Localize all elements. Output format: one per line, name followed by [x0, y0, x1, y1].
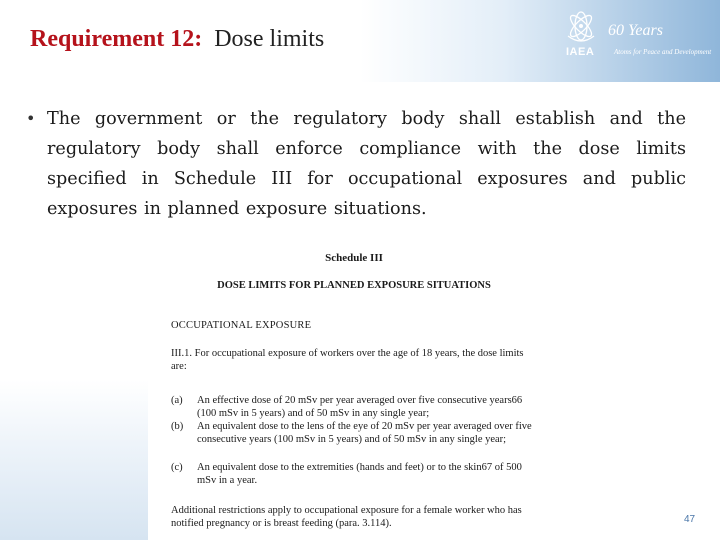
requirement-label: Requirement 12:	[30, 26, 203, 52]
iaea-60-years-logo	[558, 8, 718, 70]
item-label: (a)	[171, 395, 183, 406]
schedule-heading: DOSE LIMITS FOR PLANNED EXPOSURE SITUATIONS	[217, 280, 491, 291]
item-label: (b)	[171, 421, 184, 432]
bullet-text: The government or the regulatory body shall establish and the regulatory body shall enforce compliance with the dose limits specified in Schedule III for occupational exposures and public exposures in planned exposure situations.	[47, 109, 686, 219]
schedule-intro: III.1. For occupational exposure of workers over the age of 18 years, the dose limits are:	[171, 348, 524, 372]
additional-restrictions: Additional restrictions apply to occupational exposure for a female worker who has notified pregnancy or is breast feeding (para. 3.114).	[171, 505, 522, 529]
decorative-gradient	[0, 380, 160, 540]
bullet-point	[26, 104, 686, 224]
bullet-icon: •	[26, 109, 36, 128]
schedule-iii-excerpt	[148, 243, 680, 540]
slide-title	[30, 26, 324, 53]
logo-tagline: Atoms for Peace and Development	[614, 48, 712, 56]
iaea-wordmark: IAEA	[566, 46, 595, 58]
page-number: 47	[684, 514, 696, 525]
requirement-subject: Dose limits	[214, 26, 325, 52]
item-label: (c)	[171, 462, 183, 473]
item-text: An equivalent dose to the lens of the eye of 20 mSv per year averaged over five consecutive years (100 mSv in 5 years) and of 50 mSv in any single year;	[197, 421, 532, 445]
schedule-title: Schedule III	[325, 252, 383, 264]
section-heading: OCCUPATIONAL EXPOSURE	[171, 320, 312, 331]
header-band	[0, 0, 720, 82]
iaea-emblem-icon	[564, 10, 598, 46]
item-text: An equivalent dose to the extremities (hands and feet) or to the skin67 of 500 mSv in a year.	[197, 462, 522, 486]
item-text: An effective dose of 20 mSv per year averaged over five consecutive years66 (100 mSv in 5 years) and of 50 mSv in any single year;	[197, 395, 523, 419]
sixty-years-text: 60 Years	[608, 22, 663, 39]
